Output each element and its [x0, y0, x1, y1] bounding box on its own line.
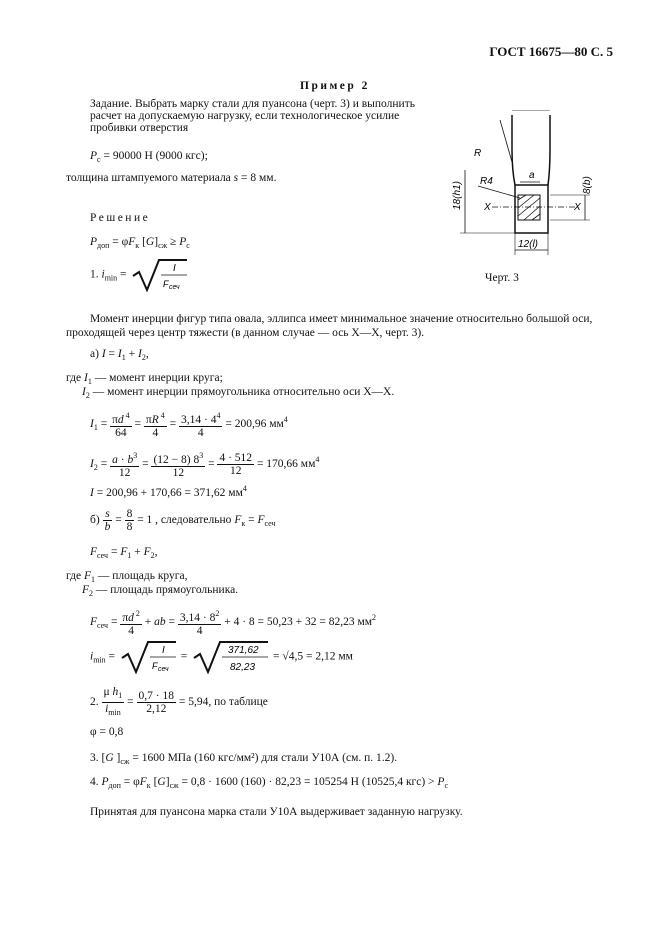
svg-text:R: R [474, 148, 482, 159]
force-line: $P_с = 90000$ Н (9000 кгс); [90, 150, 208, 164]
formula-step2: 2. $\frac{\mu h_1}{i_{min}}$ = $\frac{0,7 \cdot 18}{2,12}$ = 5,94, по таблице [90, 686, 268, 717]
sqrt-sign-icon [129, 258, 189, 292]
figure-caption: Черт. 3 [485, 272, 519, 284]
sqrt-sign-icon [118, 640, 178, 674]
punch-drawing [440, 110, 600, 270]
formula-i2: $I_2$ = $\frac{a \cdot b^3}{12}$ = $\frac{(12 - 8) 8^3}{12}$ = $\frac{4 \cdot 512}{12}$ = 170,66 $мм^4$ [90, 451, 320, 479]
svg-text:371,62: 371,62 [228, 645, 259, 656]
where-i1: где $I_1$ — момент инерции круга; [66, 372, 223, 386]
svg-text:R4: R4 [480, 176, 493, 187]
formula-phi: φ = 0,8 [90, 726, 124, 738]
formula-fsec: $F_{сеч} = F_1 + F_2$, [90, 546, 158, 560]
formula-b: б) $\frac{s}{b}$ = $\frac{8}{8}$ = 1 , следовательно $F_к = F_{сеч}$ [90, 508, 276, 533]
svg-text:F: F [151, 661, 158, 671]
thickness-line: толщина штампуемого материала s = 8 мм. [66, 172, 277, 184]
formula-a: а) $I = I_1 + I_2$, [90, 348, 149, 362]
svg-text:I: I [173, 263, 177, 274]
formula-fsec-value: $F_{сеч}$ = $\frac{\pi d ^2}{4}$ + ab = $\frac{3,14 \cdot 8^2}{4}$ + 4 · 8 = 50,23 + 32 = 82,23 $мм^2$ [90, 609, 377, 637]
example-title: Пример 2 [300, 80, 370, 92]
formula-step4: 4. $P_{доп} = \varphi F_к$ $[G]_{сж} = 0,8 \cdot 1600$ (160) · 82,23 = 105254 Н (10525,4 $кгс) > P_с$ [90, 776, 449, 790]
svg-text:8(b): 8(b) [582, 176, 593, 194]
sqrt-sign-icon [190, 640, 270, 674]
formula-imin-value: $i_{min}$ = I F сеч = 371,62 82,23 = √4,5 = 2,12 мм [90, 640, 353, 674]
solution-title: Решение [90, 212, 151, 224]
svg-text:X: X [484, 202, 491, 213]
svg-text:I: I [161, 645, 165, 656]
svg-text:82,23: 82,23 [230, 662, 256, 673]
svg-text:18(h1): 18(h1) [452, 181, 463, 210]
formula-pdop: $P_{доп} = \varphi F_к$ $[G]_{сж} \ge P_с$ [90, 236, 190, 250]
task-paragraph: Задание. Выбрать марку стали для пуансона (черт. 3) и выполнить расчет на допускаемую нагрузку, если технологическое усилие пробивки отверстия [90, 98, 415, 134]
svg-text:12(l): 12(l) [518, 239, 539, 250]
page-header: ГОСТ 16675—80 С. 5 [489, 44, 613, 59]
conclusion: Принятая для пуансона марка стали У10А выдерживает заданную нагрузку. [90, 806, 463, 818]
svg-text:a: a [529, 170, 535, 181]
where-f1: где $F_1$ — площадь круга, [66, 570, 188, 584]
where-f2: $F_2$ — площадь прямоугольника. [82, 584, 239, 598]
formula-imin: 1. $i_{min}$ = I F сеч [90, 258, 189, 292]
svg-text:X: X [574, 202, 581, 213]
formula-i1: $I_1$ = $\frac{\pi d ^4}{64}$ = $\frac{\pi R ^4}{4}$ = $\frac{3,14 \cdot 4^4}{4}$ = 200,96 $мм^4$ [90, 411, 288, 439]
formula-i-total: I = 200,96 + 170,66 = 371,62 $мм^4$ [90, 484, 247, 499]
where-i2: $I_2$ — момент инерции прямоугольника относительно оси X—X. [82, 386, 395, 400]
formula-step3: 3. [G ]$_{сж} = 1600$ МПа (160 кгс/мм²) для стали У10А (см. п. 1.2). [90, 752, 398, 766]
svg-text:сеч: сеч [157, 666, 169, 673]
svg-text:сеч: сеч [169, 284, 181, 291]
moment-paragraph: Момент инерции фигур типа овала, эллипса имеет минимальное значение относительно большой оси, проходящей через центр тяжести (в данном случае — ось X—X, черт. 3). [66, 313, 593, 339]
svg-text:F: F [163, 279, 169, 289]
